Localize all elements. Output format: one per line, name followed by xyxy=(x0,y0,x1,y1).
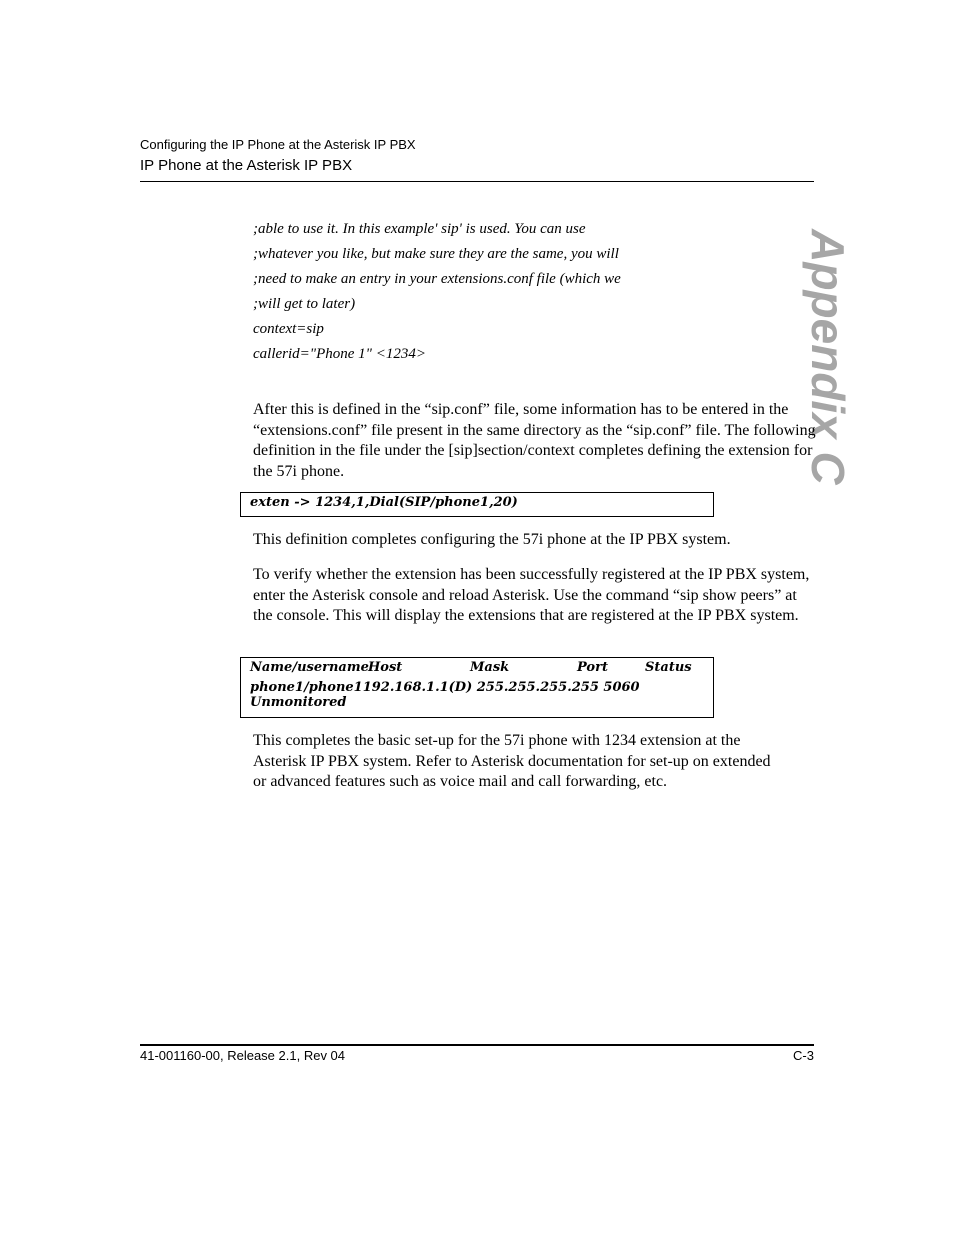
peers-header-status: Status xyxy=(645,660,692,675)
appendix-side-tab-label: Appendix C xyxy=(801,229,854,485)
peers-row: phone1/phone1192.168.1.1(D) 255.255.255.255 5060 xyxy=(250,680,640,695)
header-rule xyxy=(140,181,814,182)
peers-header-mask: Mask xyxy=(470,660,510,675)
code-line: ;able to use it. In this example' sip' is used. You can use xyxy=(253,221,586,237)
peers-row-status: Unmonitored xyxy=(250,695,347,710)
dialplan-code: exten -> 1234,1,Dial(SIP/phone1,20) xyxy=(250,495,518,510)
dialplan-code-box xyxy=(240,492,714,517)
paragraph-definition-complete: This definition completes configuring the 57i phone at the IP PBX system. xyxy=(253,531,731,548)
footer-page-number: C-3 xyxy=(793,1048,814,1063)
paragraph-verify-registration: To verify whether the extension has been successfully registered at the IP PBX system, enter the Asterisk console and reload Asterisk. Use the command “sip show peers” at the console. This will display the extensions that are registered at the IP PBX system. xyxy=(253,566,810,624)
footer-document-number: 41-001160-00, Release 2.1, Rev 04 xyxy=(140,1048,346,1063)
code-line: ;whatever you like, but make sure they are the same, you will xyxy=(253,246,619,262)
footer-rule xyxy=(140,1044,814,1046)
sip-peers-output-box xyxy=(240,657,714,718)
code-line: ;will get to later) xyxy=(253,296,356,312)
paragraph-setup-complete: This completes the basic set-up for the 57i phone with 1234 extension at the Asterisk IP PBX system. Refer to Asterisk documentation for set-up on extended or advanced features such as voice mail and call forwarding, etc. xyxy=(253,732,771,790)
peers-header-port: Port xyxy=(577,660,608,675)
peers-header-host: Host xyxy=(368,660,403,675)
code-line: context=sip xyxy=(253,321,324,337)
code-line: ;need to make an entry in your extensions.conf file (which we xyxy=(253,271,621,287)
sip-conf-snippet xyxy=(253,219,621,369)
running-header-section: IP Phone at the Asterisk IP PBX xyxy=(140,157,353,174)
running-header-chapter: Configuring the IP Phone at the Asterisk IP PBX xyxy=(140,137,416,152)
paragraph-extensions-intro: After this is defined in the “sip.conf” file, some information has to be entered in the “extensions.conf” file present in the same directory as the “sip.conf” file. The following definition in the file under the [sip]section/context completes defining the extension for the 57i phone. xyxy=(253,401,816,480)
peers-header-name: Name/username xyxy=(250,660,369,675)
code-line: callerid="Phone 1" <1234> xyxy=(253,346,426,362)
